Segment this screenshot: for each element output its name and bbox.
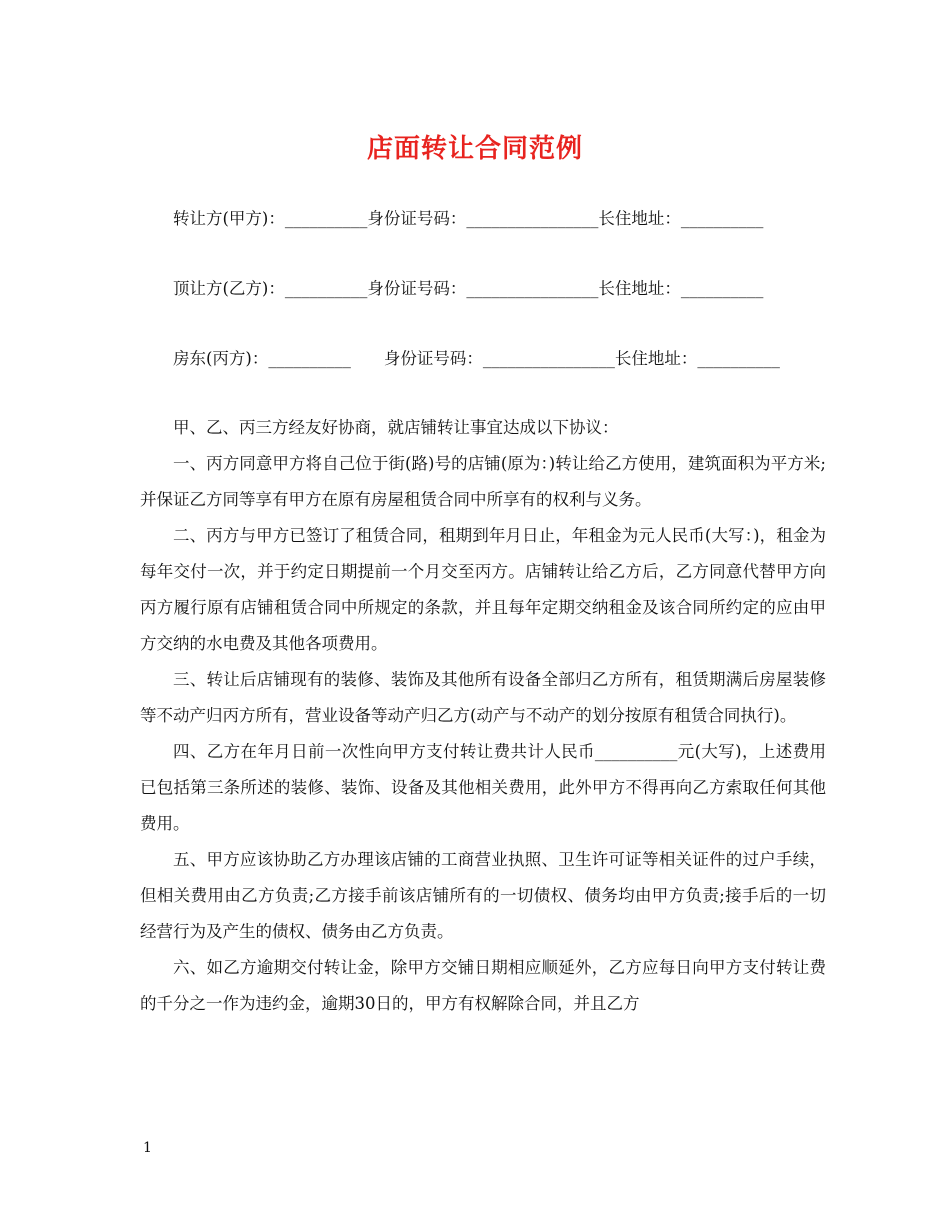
paragraph-clause-6: 六、如乙方逾期交付转让金，除甲方交铺日期相应顺延外，乙方应每日向甲方支付转让费的千分之一作为违约金，逾期30日的，甲方有权解除合同，并且乙方	[140, 958, 826, 1013]
paragraph-clause-1: 一、丙方同意甲方将自己位于街(路)号的店铺(原为：)转让给乙方使用，建筑面积为平方米;并保证乙方同等享有甲方在原有房屋租赁合同中所享有的权利与义务。	[140, 454, 826, 509]
paragraph-clause-2: 二、丙方与甲方已签订了租赁合同，租期到年月日止，年租金为元人民币(大写：)，租金为每年交付一次，并于约定日期提前一个月交至丙方。店铺转让给乙方后，乙方同意代替甲方向丙方履行原有店铺租赁合同中所规定的条款，并且每年定期交纳租金及该合同所约定的应由甲方交纳的水电费及其他各项费用。	[140, 526, 826, 653]
document-body	[140, 200, 826, 1022]
document-title: 店面转让合同范例	[366, 134, 583, 164]
page-number: 1	[143, 1140, 152, 1156]
paragraph-clause-3: 三、转让后店铺现有的装修、装饰及其他所有设备全部归乙方所有，租赁期满后房屋装修等不动产归丙方所有，营业设备等动产归乙方(动产与不动产的划分按原有租赁合同执行)。	[140, 670, 826, 725]
paragraph-clause-5: 五、甲方应该协助乙方办理该店铺的工商营业执照、卫生许可证等相关证件的过户手续，但相关费用由乙方负责;乙方接手前该店铺所有的一切债权、债务均由甲方负责;接手后的一切经营行为及产生的债权、债务由乙方负责。	[140, 850, 826, 941]
party-transferee: 顶让方(乙方)：__________身份证号码：________________长住地址：__________	[173, 279, 764, 298]
paragraph-intro: 甲、乙、丙三方经友好协商，就店铺转让事宜达成以下协议：	[173, 418, 619, 437]
paragraph-clause-4: 四、乙方在年月日前一次性向甲方支付转让费共计人民币__________元(大写)，上述费用已包括第三条所述的装修、装饰、设备及其他相关费用，此外甲方不得再向乙方索取任何其他费用。	[140, 742, 826, 833]
party-landlord: 房东(丙方)：__________ 身份证号码：________________长住地址：__________	[173, 349, 780, 368]
party-transferor: 转让方(甲方)：__________身份证号码：________________长住地址：__________	[173, 209, 764, 228]
